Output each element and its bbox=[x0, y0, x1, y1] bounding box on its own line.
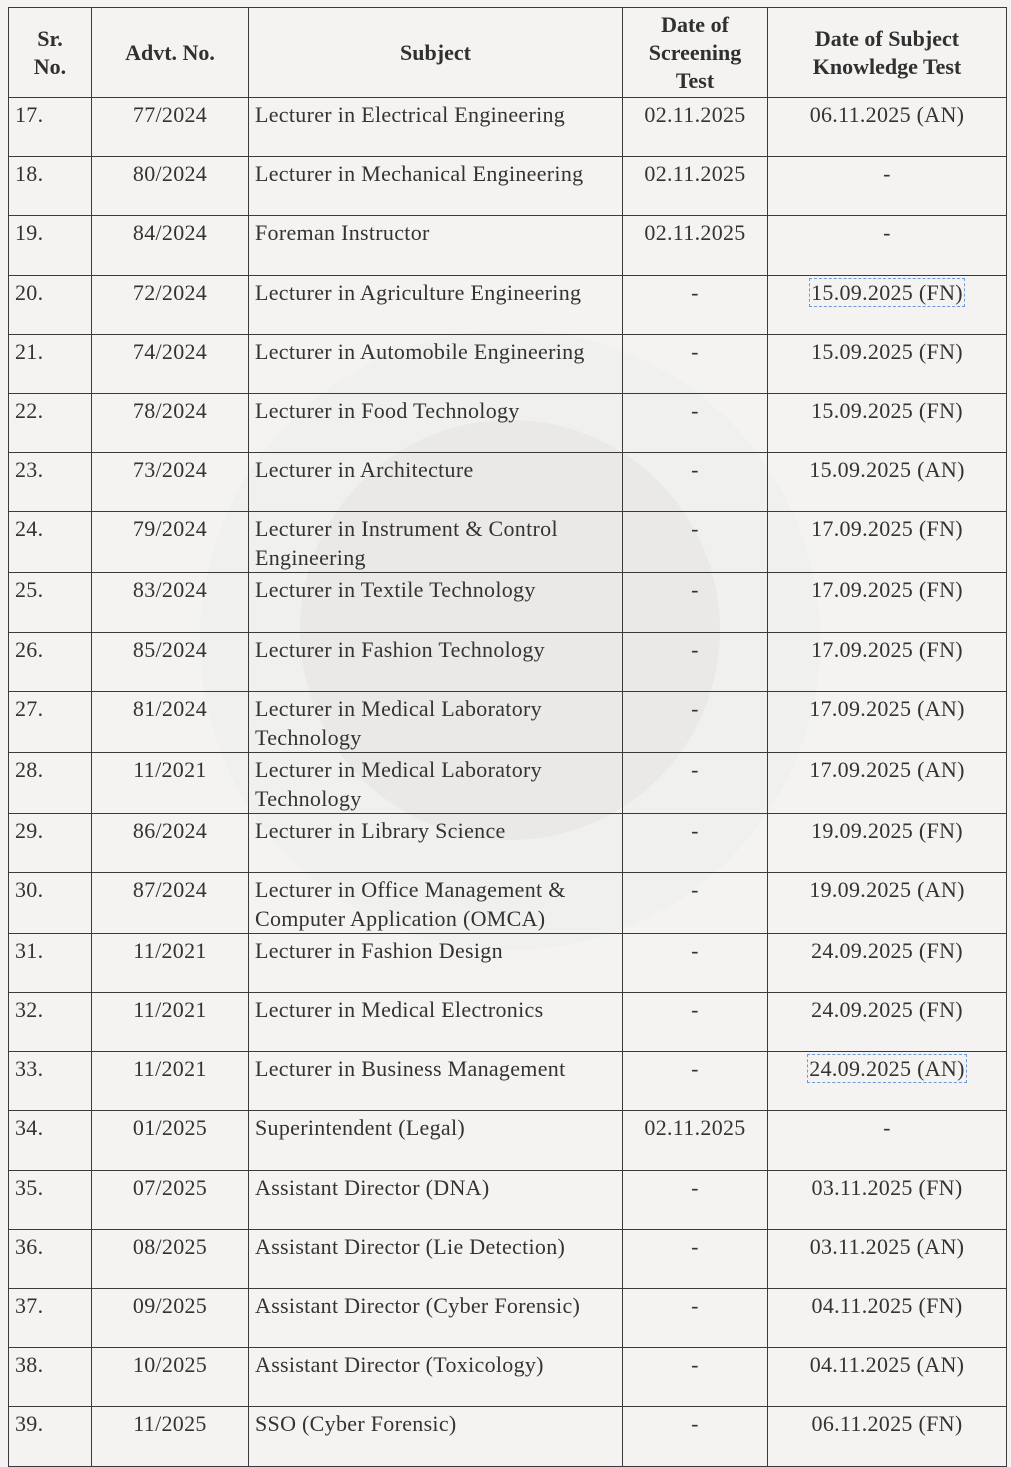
skt-date-cell-text: 04.11.2025 (FN) bbox=[811, 1293, 963, 1318]
advt-no-cell-text: 81/2024 bbox=[132, 695, 208, 721]
sr-no-cell bbox=[9, 573, 92, 632]
skt-date-cell bbox=[768, 453, 1007, 512]
advt-no-cell bbox=[92, 393, 249, 452]
skt-date-cell-text: 17.09.2025 (AN) bbox=[809, 695, 965, 721]
advt-no-cell-text: 77/2024 bbox=[132, 102, 208, 127]
screening-date-cell bbox=[623, 1407, 768, 1466]
table-row bbox=[9, 1052, 1007, 1111]
sr-no-cell-text: 34. bbox=[15, 1115, 44, 1141]
skt-date-cell-text: 24.09.2025 (AN) bbox=[809, 1056, 965, 1082]
sr-no-cell bbox=[9, 813, 92, 872]
advt-no-cell bbox=[92, 98, 249, 157]
skt-date-cell-text: 17.09.2025 (FN) bbox=[811, 636, 963, 662]
screening-date-cell bbox=[623, 1229, 768, 1288]
subject-cell bbox=[249, 1170, 623, 1229]
skt-date-cell-text: 15.09.2025 (AN) bbox=[809, 457, 965, 483]
sr-no-cell bbox=[9, 275, 92, 334]
advt-no-cell bbox=[92, 813, 249, 872]
sr-no-cell bbox=[9, 98, 92, 157]
subject-cell bbox=[249, 872, 623, 933]
subject-cell bbox=[249, 1407, 623, 1466]
advt-no-cell-text: 08/2025 bbox=[132, 1233, 208, 1259]
advt-no-cell bbox=[92, 993, 249, 1052]
advt-no-cell-text: 07/2025 bbox=[132, 1174, 208, 1200]
screening-date-cell bbox=[623, 1170, 768, 1229]
screening-date-cell-text: - bbox=[691, 756, 699, 782]
sr-no-cell bbox=[9, 993, 92, 1052]
advt-no-cell-text: 87/2024 bbox=[132, 876, 208, 902]
subject-cell-text: Lecturer in Instrument & Control Engineering bbox=[255, 516, 558, 571]
sr-no-cell-text: 23. bbox=[15, 457, 44, 483]
subject-cell-text: Lecturer in Mechanical Engineering bbox=[255, 161, 584, 187]
skt-date-cell bbox=[768, 813, 1007, 872]
subject-cell bbox=[249, 334, 623, 393]
advt-no-cell bbox=[92, 216, 249, 275]
skt-date-cell bbox=[768, 1348, 1007, 1407]
advt-no-cell-text: 84/2024 bbox=[132, 220, 208, 246]
subject-cell-text: Foreman Instructor bbox=[255, 220, 430, 246]
screening-date-cell-text: - bbox=[691, 516, 699, 542]
skt-date-cell-text: 24.09.2025 (FN) bbox=[811, 937, 963, 963]
sr-no-cell-text: 27. bbox=[15, 695, 44, 721]
screening-date-cell-text: - bbox=[691, 817, 699, 843]
screening-date-cell-text: - bbox=[691, 397, 699, 423]
subject-cell bbox=[249, 393, 623, 452]
sr-no-cell-text: 28. bbox=[15, 756, 44, 782]
table-row bbox=[9, 1407, 1007, 1466]
skt-date-cell bbox=[768, 1229, 1007, 1288]
subject-cell bbox=[249, 993, 623, 1052]
screening-date-cell bbox=[623, 1348, 768, 1407]
header-advt-no: Advt. No. bbox=[92, 8, 249, 98]
skt-date-cell-text: - bbox=[883, 1115, 891, 1141]
screening-date-cell bbox=[623, 334, 768, 393]
skt-date-cell-text: - bbox=[883, 161, 891, 187]
sr-no-cell bbox=[9, 1229, 92, 1288]
skt-date-cell bbox=[768, 1289, 1007, 1348]
table-row bbox=[9, 1229, 1007, 1288]
sr-no-cell bbox=[9, 1289, 92, 1348]
skt-date-cell bbox=[768, 334, 1007, 393]
advt-no-cell bbox=[92, 1111, 249, 1170]
skt-date-cell bbox=[768, 1052, 1007, 1111]
advt-no-cell-text: 73/2024 bbox=[132, 457, 208, 483]
skt-date-cell-text: 15.09.2025 (FN) bbox=[811, 397, 963, 423]
skt-date-cell-text: 15.09.2025 (FN) bbox=[811, 338, 963, 364]
table-row bbox=[9, 1289, 1007, 1348]
sr-no-cell-text: 24. bbox=[15, 516, 44, 542]
header-skt-date: Date of Subject Knowledge Test bbox=[768, 8, 1007, 98]
sr-no-cell bbox=[9, 1052, 92, 1111]
advt-no-cell bbox=[92, 1170, 249, 1229]
screening-date-cell-text: 02.11.2025 bbox=[644, 220, 746, 246]
sr-no-cell-text: 22. bbox=[15, 397, 44, 423]
subject-cell bbox=[249, 632, 623, 691]
sr-no-cell bbox=[9, 1407, 92, 1466]
skt-date-cell bbox=[768, 1407, 1007, 1466]
advt-no-cell bbox=[92, 752, 249, 813]
sr-no-cell bbox=[9, 1348, 92, 1407]
skt-date-cell-text: 03.11.2025 (FN) bbox=[811, 1174, 963, 1200]
advt-no-cell bbox=[92, 157, 249, 216]
screening-date-cell bbox=[623, 813, 768, 872]
sr-no-cell-text: 17. bbox=[15, 102, 44, 127]
screening-date-cell-text: - bbox=[691, 695, 699, 721]
sr-no-cell bbox=[9, 933, 92, 992]
skt-date-cell bbox=[768, 393, 1007, 452]
subject-cell bbox=[249, 752, 623, 813]
table-row bbox=[9, 872, 1007, 933]
screening-date-cell bbox=[623, 691, 768, 752]
table-row bbox=[9, 512, 1007, 573]
subject-cell-text: Assistant Director (DNA) bbox=[255, 1174, 490, 1200]
table-row bbox=[9, 453, 1007, 512]
skt-date-cell bbox=[768, 752, 1007, 813]
skt-date-cell bbox=[768, 1111, 1007, 1170]
advt-no-cell-text: 11/2021 bbox=[133, 937, 207, 963]
skt-date-cell bbox=[768, 512, 1007, 573]
sr-no-cell-text: 20. bbox=[15, 279, 44, 305]
table-row bbox=[9, 216, 1007, 275]
table-body bbox=[9, 98, 1007, 1467]
table-row bbox=[9, 98, 1007, 157]
sr-no-cell-text: 19. bbox=[15, 220, 44, 246]
subject-cell-text: Lecturer in Electrical Engineering bbox=[255, 102, 566, 127]
table-row bbox=[9, 632, 1007, 691]
subject-cell-text: Lecturer in Medical Laboratory Technology bbox=[255, 695, 542, 750]
advt-no-cell bbox=[92, 691, 249, 752]
sr-no-cell-text: 35. bbox=[15, 1174, 44, 1200]
screening-date-cell-text: 02.11.2025 bbox=[644, 1115, 746, 1141]
sr-no-cell bbox=[9, 512, 92, 573]
skt-date-cell-text: 17.09.2025 (AN) bbox=[809, 756, 965, 782]
sr-no-cell-text: 36. bbox=[15, 1233, 44, 1259]
sr-no-cell-text: 32. bbox=[15, 997, 44, 1023]
sr-no-cell bbox=[9, 453, 92, 512]
skt-date-cell-text: 24.09.2025 (FN) bbox=[811, 997, 963, 1023]
table-row bbox=[9, 813, 1007, 872]
sr-no-cell bbox=[9, 157, 92, 216]
header-sr-no: Sr. No. bbox=[9, 8, 92, 98]
screening-date-cell bbox=[623, 393, 768, 452]
skt-date-cell bbox=[768, 216, 1007, 275]
sr-no-cell bbox=[9, 752, 92, 813]
skt-date-cell bbox=[768, 157, 1007, 216]
subject-cell-text: Lecturer in Automobile Engineering bbox=[255, 338, 585, 364]
screening-date-cell-text: - bbox=[691, 338, 699, 364]
subject-cell bbox=[249, 573, 623, 632]
table-row bbox=[9, 993, 1007, 1052]
subject-cell bbox=[249, 933, 623, 992]
screening-date-cell-text: - bbox=[691, 1056, 699, 1082]
screening-date-cell bbox=[623, 216, 768, 275]
sr-no-cell bbox=[9, 632, 92, 691]
advt-no-cell bbox=[92, 1229, 249, 1288]
screening-date-cell bbox=[623, 1289, 768, 1348]
skt-date-cell-text: 06.11.2025 (FN) bbox=[811, 1411, 963, 1437]
screening-date-cell-text: - bbox=[691, 279, 699, 305]
sr-no-cell-text: 21. bbox=[15, 338, 44, 364]
table-row bbox=[9, 157, 1007, 216]
subject-cell-text: Lecturer in Library Science bbox=[255, 817, 506, 843]
table-row bbox=[9, 691, 1007, 752]
skt-date-cell-text: 19.09.2025 (FN) bbox=[811, 817, 963, 843]
skt-date-cell bbox=[768, 275, 1007, 334]
subject-cell-text: Lecturer in Food Technology bbox=[255, 397, 520, 423]
sr-no-cell bbox=[9, 216, 92, 275]
advt-no-cell-text: 86/2024 bbox=[132, 817, 208, 843]
sr-no-cell bbox=[9, 393, 92, 452]
table-row bbox=[9, 752, 1007, 813]
subject-cell bbox=[249, 1111, 623, 1170]
subject-cell bbox=[249, 691, 623, 752]
screening-date-cell bbox=[623, 752, 768, 813]
skt-date-cell-text: - bbox=[883, 220, 891, 246]
screening-date-cell-text: - bbox=[691, 997, 699, 1023]
advt-no-cell-text: 11/2021 bbox=[133, 756, 207, 782]
advt-no-cell bbox=[92, 334, 249, 393]
screening-date-cell-text: - bbox=[691, 1233, 699, 1259]
subject-cell bbox=[249, 512, 623, 573]
exam-schedule-table bbox=[8, 7, 1007, 1467]
header-screening-date: Date of Screening Test bbox=[623, 8, 768, 98]
table-row bbox=[9, 1170, 1007, 1229]
skt-date-cell bbox=[768, 573, 1007, 632]
skt-date-cell-text: 03.11.2025 (AN) bbox=[809, 1233, 965, 1259]
screening-date-cell-text: - bbox=[691, 1411, 699, 1437]
advt-no-cell bbox=[92, 1052, 249, 1111]
screening-date-cell-text: - bbox=[691, 937, 699, 963]
sr-no-cell-text: 31. bbox=[15, 937, 44, 963]
skt-date-cell bbox=[768, 933, 1007, 992]
screening-date-cell-text: 02.11.2025 bbox=[644, 161, 746, 187]
skt-date-cell bbox=[768, 691, 1007, 752]
advt-no-cell-text: 11/2021 bbox=[133, 1056, 207, 1082]
advt-no-cell-text: 74/2024 bbox=[132, 338, 208, 364]
skt-date-cell-text: 06.11.2025 (AN) bbox=[809, 102, 965, 127]
screening-date-cell bbox=[623, 1111, 768, 1170]
skt-date-cell bbox=[768, 98, 1007, 157]
skt-date-cell bbox=[768, 1170, 1007, 1229]
table-row bbox=[9, 933, 1007, 992]
screening-date-cell bbox=[623, 157, 768, 216]
subject-cell-text: Lecturer in Fashion Design bbox=[255, 937, 503, 963]
screening-date-cell bbox=[623, 872, 768, 933]
advt-no-cell bbox=[92, 573, 249, 632]
skt-date-cell-text: 04.11.2025 (AN) bbox=[809, 1352, 965, 1378]
screening-date-cell bbox=[623, 512, 768, 573]
screening-date-cell-text: - bbox=[691, 1174, 699, 1200]
advt-no-cell bbox=[92, 872, 249, 933]
header-row bbox=[9, 8, 1007, 98]
subject-cell-text: Lecturer in Medical Laboratory Technology bbox=[255, 756, 542, 811]
screening-date-cell bbox=[623, 453, 768, 512]
sr-no-cell-text: 33. bbox=[15, 1056, 44, 1082]
sr-no-cell bbox=[9, 1111, 92, 1170]
subject-cell-text: Lecturer in Textile Technology bbox=[255, 577, 536, 603]
subject-cell bbox=[249, 453, 623, 512]
table-row bbox=[9, 573, 1007, 632]
subject-cell-text: Lecturer in Medical Electronics bbox=[255, 997, 544, 1023]
advt-no-cell bbox=[92, 632, 249, 691]
advt-no-cell-text: 80/2024 bbox=[132, 161, 208, 187]
subject-cell bbox=[249, 1229, 623, 1288]
advt-no-cell-text: 01/2025 bbox=[132, 1115, 208, 1141]
subject-cell-text: Assistant Director (Toxicology) bbox=[255, 1352, 544, 1378]
advt-no-cell-text: 11/2021 bbox=[133, 997, 207, 1023]
advt-no-cell-text: 09/2025 bbox=[132, 1293, 208, 1318]
table-row bbox=[9, 1111, 1007, 1170]
screening-date-cell bbox=[623, 993, 768, 1052]
sr-no-cell-text: 30. bbox=[15, 876, 44, 902]
subject-cell bbox=[249, 157, 623, 216]
advt-no-cell bbox=[92, 275, 249, 334]
subject-cell bbox=[249, 275, 623, 334]
subject-cell bbox=[249, 813, 623, 872]
subject-cell-text: Assistant Director (Lie Detection) bbox=[255, 1233, 566, 1259]
advt-no-cell bbox=[92, 512, 249, 573]
subject-cell-text: Lecturer in Business Management bbox=[255, 1056, 566, 1082]
subject-cell-text: Lecturer in Agriculture Engineering bbox=[255, 279, 582, 305]
subject-cell bbox=[249, 1348, 623, 1407]
subject-cell-text: Lecturer in Architecture bbox=[255, 457, 474, 483]
advt-no-cell-text: 72/2024 bbox=[132, 279, 208, 305]
screening-date-cell-text: - bbox=[691, 457, 699, 483]
screening-date-cell-text: - bbox=[691, 1352, 699, 1378]
sr-no-cell-text: 39. bbox=[15, 1411, 44, 1437]
advt-no-cell-text: 11/2025 bbox=[133, 1411, 207, 1437]
sr-no-cell-text: 38. bbox=[15, 1352, 44, 1378]
subject-cell-text: Assistant Director (Cyber Forensic) bbox=[255, 1293, 581, 1318]
screening-date-cell bbox=[623, 98, 768, 157]
advt-no-cell bbox=[92, 453, 249, 512]
skt-date-cell bbox=[768, 872, 1007, 933]
advt-no-cell-text: 78/2024 bbox=[132, 397, 208, 423]
subject-cell bbox=[249, 216, 623, 275]
sr-no-cell-text: 25. bbox=[15, 577, 44, 603]
screening-date-cell bbox=[623, 275, 768, 334]
screening-date-cell-text: - bbox=[691, 636, 699, 662]
subject-cell bbox=[249, 98, 623, 157]
subject-cell-text: Lecturer in Fashion Technology bbox=[255, 636, 545, 662]
advt-no-cell bbox=[92, 1289, 249, 1348]
advt-no-cell bbox=[92, 933, 249, 992]
skt-date-cell-text: 15.09.2025 (FN) bbox=[811, 279, 963, 305]
advt-no-cell-text: 10/2025 bbox=[132, 1352, 208, 1378]
table-row bbox=[9, 275, 1007, 334]
screening-date-cell-text: - bbox=[691, 1293, 699, 1318]
header-subject: Subject bbox=[249, 8, 623, 98]
skt-date-cell bbox=[768, 993, 1007, 1052]
sr-no-cell-text: 26. bbox=[15, 636, 44, 662]
subject-cell-text: Superintendent (Legal) bbox=[255, 1115, 466, 1141]
skt-date-cell-text: 17.09.2025 (FN) bbox=[811, 516, 963, 542]
sr-no-cell bbox=[9, 1170, 92, 1229]
skt-date-cell-text: 19.09.2025 (AN) bbox=[809, 876, 965, 902]
screening-date-cell-text: - bbox=[691, 876, 699, 902]
screening-date-cell bbox=[623, 573, 768, 632]
sr-no-cell-text: 18. bbox=[15, 161, 44, 187]
advt-no-cell-text: 79/2024 bbox=[132, 516, 208, 542]
skt-date-cell bbox=[768, 632, 1007, 691]
subject-cell bbox=[249, 1052, 623, 1111]
advt-no-cell bbox=[92, 1407, 249, 1466]
subject-cell-text: Lecturer in Office Management & Computer Application (OMCA) bbox=[255, 876, 566, 931]
sr-no-cell bbox=[9, 691, 92, 752]
advt-no-cell-text: 85/2024 bbox=[132, 636, 208, 662]
sr-no-cell bbox=[9, 872, 92, 933]
screening-date-cell-text: - bbox=[691, 577, 699, 603]
advt-no-cell bbox=[92, 1348, 249, 1407]
screening-date-cell bbox=[623, 632, 768, 691]
sr-no-cell-text: 29. bbox=[15, 817, 44, 843]
table-row bbox=[9, 393, 1007, 452]
screening-date-cell-text: 02.11.2025 bbox=[644, 102, 746, 127]
advt-no-cell-text: 83/2024 bbox=[132, 577, 208, 603]
sr-no-cell bbox=[9, 334, 92, 393]
screening-date-cell bbox=[623, 933, 768, 992]
table-header bbox=[9, 8, 1007, 98]
table-row bbox=[9, 1348, 1007, 1407]
table-row bbox=[9, 334, 1007, 393]
sr-no-cell-text: 37. bbox=[15, 1293, 44, 1318]
screening-date-cell bbox=[623, 1052, 768, 1111]
subject-cell-text: SSO (Cyber Forensic) bbox=[255, 1411, 457, 1437]
document-page bbox=[8, 7, 1006, 1467]
skt-date-cell-text: 17.09.2025 (FN) bbox=[811, 577, 963, 603]
subject-cell bbox=[249, 1289, 623, 1348]
